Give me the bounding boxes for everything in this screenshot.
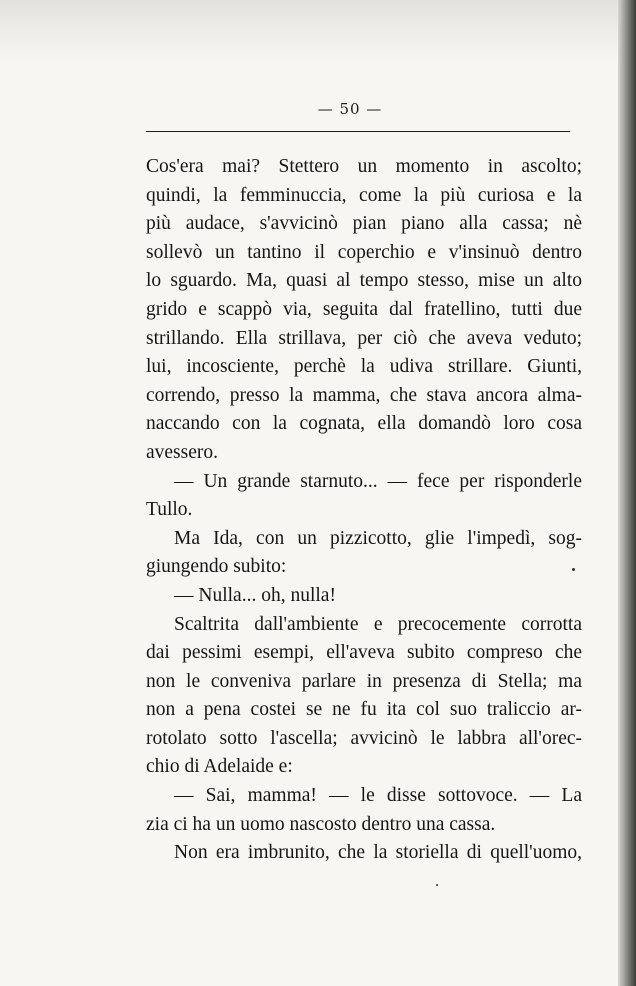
body-text	[146, 153, 582, 868]
header-rule	[146, 131, 570, 132]
text-line: chio di Adelaide e:	[146, 756, 293, 778]
page-number: — 50 —	[317, 100, 383, 118]
text-line: non a pena costei se ne fu ita col suo traliccio ar-	[146, 699, 582, 721]
text-line: — Nulla... oh, nulla!	[174, 584, 336, 606]
text-line: Tullo.	[146, 499, 193, 521]
text-line: Scaltrita dall'ambiente e precocemente corrotta	[174, 613, 582, 635]
text-line: Non era imbrunito, che la storiella di quell'uomo,	[174, 842, 582, 864]
text-line: correndo, presso la mamma, che stava ancora alma-	[146, 384, 582, 406]
text-line: dai pessimi esempi, ell'aveva subito compreso che	[146, 642, 582, 664]
text-line: avessero.	[146, 441, 219, 463]
text-line: Ma Ida, con un pizzicotto, glie l'impedì, sog-	[174, 527, 582, 549]
text-line: giungendo subito:	[146, 556, 287, 578]
text-line: non le conveniva parlare in presenza di Stella; ma	[146, 670, 582, 692]
text-line: quindi, la femminuccia, come la più curiosa e la	[146, 184, 582, 206]
text-line: — Un grande starnuto... — fece per risponderle	[174, 470, 582, 492]
page-binding-edge	[618, 0, 636, 986]
page-shadow-top	[0, 0, 618, 60]
text-line: sollevò un tantino il coperchio e v'insinuò dentro	[146, 241, 582, 263]
ink-speck	[436, 884, 438, 886]
text-line: più audace, s'avvicinò pian piano alla cassa; nè	[146, 213, 582, 235]
text-line: lui, incosciente, perchè la udiva strillare. Giunti,	[146, 356, 582, 378]
text-line: — Sai, mamma! — le disse sottovoce. — La	[174, 785, 582, 807]
text-line: lo sguardo. Ma, quasi al tempo stesso, mise un alto	[146, 270, 582, 292]
text-line: rotolato sotto l'ascella; avvicinò le labbra all'orec-	[146, 727, 582, 749]
text-line: strillando. Ella strillava, per ciò che aveva veduto;	[146, 327, 582, 349]
ink-speck	[572, 568, 575, 571]
text-line: zia ci ha un uomo nascosto dentro una cassa.	[146, 813, 496, 835]
text-line: naccando con la cognata, ella domandò loro cosa	[146, 413, 582, 435]
text-line: Cos'era mai? Stettero un momento in ascolto;	[146, 156, 582, 177]
text-line: grido e scappò via, seguita dal fratellino, tutti due	[146, 298, 582, 320]
